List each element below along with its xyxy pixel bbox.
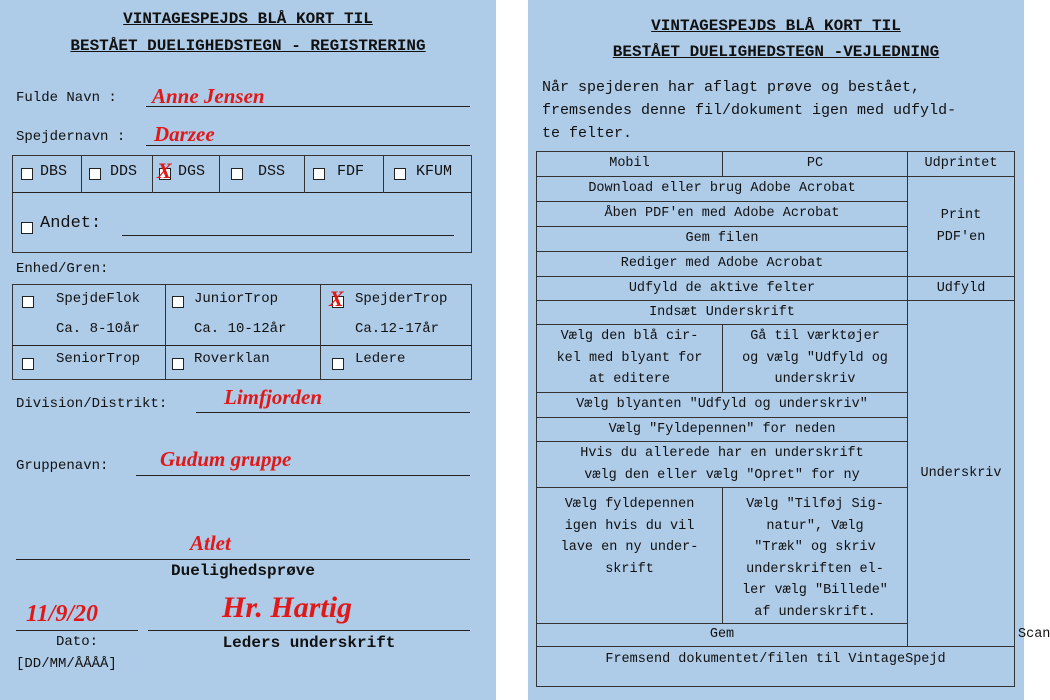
- column-header-printed: Udprintet: [908, 152, 1015, 177]
- unit-label-spejdertrop: SpejderTrop: [355, 291, 448, 307]
- org-checkbox-fdf[interactable]: [313, 168, 325, 180]
- full-name-field[interactable]: Anne Jensen: [152, 84, 265, 108]
- guide-intro-line2: fremsendes denne fil/dokument igen med udfyld-: [542, 102, 957, 119]
- step-pc-add-signature: Vælg "Tilføj Sig- natur", Vælg "Træk" og skriv underskriften el- ler vælg "Billede" af underskrift.: [723, 488, 908, 624]
- group-line: [136, 475, 470, 476]
- guide-steps-table: Mobil PC Udprintet Download eller brug Adobe Acrobat Print PDF'en Åben PDF'en med Adobe Acrobat Gem filen Rediger med Adobe Acrobat Udfyld de aktive felter Udfyld Indsæt Underskrift Underskriv Vælg den blå cir- kel med blyant for at editere Gå til værktøjer og vælg "Udfyld og underskriv Vælg blyanten "Udfyld og underskriv" Vælg "Fyldepennen" for neden Hvis du allerede har en underskrift vælg den eller vælg "Opret" for ny Vælg fyldepennen igen hvis du vil lave en ny under- skrift Vælg "Tilføj Sig- natur", Vælg "Træk" og skriv underskriften el- ler vælg "Billede" af underskrift. Gem Scan Fremsend dokumentet/filen til VintageSpejd: [536, 151, 1015, 687]
- org-label-dds: DDS: [110, 163, 138, 180]
- unit-age-spejdeflok: Ca. 8-10år: [56, 321, 141, 337]
- step-pc-tools: Gå til værktøjer og vælg "Udfyld og underskriv: [723, 325, 908, 393]
- guide-intro-line3: te felter.: [542, 125, 633, 142]
- unit-age-juniortrop: Ca. 10-12år: [194, 321, 287, 337]
- step-save-file: Gem filen: [537, 227, 908, 252]
- date-field[interactable]: 11/9/20: [26, 601, 99, 627]
- division-label: Division/Distrikt:: [16, 396, 168, 412]
- step-pencil: Vælg blyanten "Udfyld og underskriv": [537, 393, 908, 418]
- unit-label-seniortrop: SeniorTrop: [56, 351, 141, 367]
- registration-title-line2: BESTÅET DUELIGHEDSTEGN - REGISTRERING: [70, 37, 426, 55]
- division-line: [196, 412, 470, 413]
- guide-intro-line1: Når spejderen har aflagt prøve og bestået,: [542, 79, 921, 96]
- unit-label-juniortrop: JuniorTrop: [194, 291, 279, 307]
- step-mobile-new-signature: Vælg fyldepennen igen hvis du vil lave en ny under- skrift: [537, 488, 723, 624]
- step-save: Gem: [537, 624, 908, 647]
- other-org-line[interactable]: [122, 235, 454, 236]
- unit-label: Enhed/Gren:: [16, 261, 109, 277]
- org-checkbox-other[interactable]: [21, 222, 33, 234]
- unit-check-mark-spejdertrop: X: [329, 286, 344, 311]
- org-label-kfum: KFUM: [416, 163, 453, 180]
- scout-name-label: Spejdernavn :: [16, 129, 126, 145]
- step-edit: Rediger med Adobe Acrobat: [537, 252, 908, 277]
- unit-checkbox-juniortrop[interactable]: [172, 296, 184, 308]
- step-fountain-pen: Vælg "Fyldepennen" for neden: [537, 418, 908, 442]
- org-checkbox-dds[interactable]: [89, 168, 101, 180]
- signature-line: [148, 630, 470, 631]
- step-send: Fremsend dokumentet/filen til VintageSpejd: [537, 646, 1015, 686]
- guide-title-line2: BESTÅET DUELIGHEDSTEGN -VEJLEDNING: [612, 43, 940, 61]
- badge-label: Duelighedsprøve: [170, 562, 316, 580]
- group-label: Gruppenavn:: [16, 458, 109, 474]
- unit-checkbox-ledere[interactable]: [332, 358, 344, 370]
- guide-title-line1: VINTAGESPEJDS BLÅ KORT TIL: [651, 17, 901, 35]
- org-label-fdf: FDF: [337, 163, 365, 180]
- org-label-dbs: DBS: [40, 163, 68, 180]
- registration-title-line1: VINTAGESPEJDS BLÅ KORT TIL: [123, 10, 373, 28]
- column-header-mobile: Mobil: [537, 152, 723, 177]
- unit-age-spejdertrop: Ca.12-17år: [355, 321, 440, 337]
- unit-label-spejdeflok: SpejdeFlok: [56, 291, 141, 307]
- signature-label: Leders underskrift: [222, 634, 396, 652]
- step-print: Print PDF'en: [908, 177, 1015, 277]
- org-checkbox-kfum[interactable]: [394, 168, 406, 180]
- org-label-dgs: DGS: [178, 163, 206, 180]
- date-line: [16, 630, 138, 631]
- org-checkbox-dss[interactable]: [231, 168, 243, 180]
- step-existing-signature: Hvis du allerede har en underskrift vælg den eller vælg "Opret" for ny: [537, 442, 908, 488]
- date-format: [DD/MM/ÅÅÅÅ]: [16, 656, 117, 672]
- unit-label-ledere: Ledere: [355, 351, 406, 367]
- step-fill-fields: Udfyld de aktive felter: [537, 277, 908, 301]
- org-label-dss: DSS: [258, 163, 286, 180]
- date-label: Dato:: [55, 634, 98, 650]
- unit-checkbox-spejdeflok[interactable]: [22, 296, 34, 308]
- badge-line: [16, 559, 470, 560]
- leader-signature[interactable]: Hr. Hartig: [222, 591, 353, 624]
- badge-field[interactable]: Atlet: [190, 531, 231, 555]
- step-open-pdf: Åben PDF'en med Adobe Acrobat: [537, 202, 908, 227]
- step-mobile-circle: Vælg den blå cir- kel med blyant for at editere: [537, 325, 723, 393]
- group-field[interactable]: Gudum gruppe: [160, 447, 292, 471]
- division-field[interactable]: Limfjorden: [224, 385, 322, 409]
- registration-card: [0, 0, 496, 700]
- org-checkbox-dbs[interactable]: [21, 168, 33, 180]
- unit-checkbox-roverklan[interactable]: [172, 358, 184, 370]
- guide-card: [528, 0, 1050, 700]
- column-header-pc: PC: [723, 152, 908, 177]
- step-insert-signature: Indsæt Underskrift: [537, 301, 908, 325]
- org-check-mark-dgs: X: [157, 158, 172, 183]
- unit-label-roverklan: Roverklan: [194, 351, 270, 367]
- org-label-other: Andet:: [40, 214, 102, 233]
- unit-checkbox-seniortrop[interactable]: [22, 358, 34, 370]
- scout-name-field[interactable]: Darzee: [154, 122, 215, 146]
- full-name-label: Fulde Navn :: [16, 90, 117, 106]
- step-sign-printed: Underskriv: [908, 301, 1015, 647]
- step-fill-printed: Udfyld: [908, 277, 1015, 301]
- step-download: Download eller brug Adobe Acrobat: [537, 177, 908, 202]
